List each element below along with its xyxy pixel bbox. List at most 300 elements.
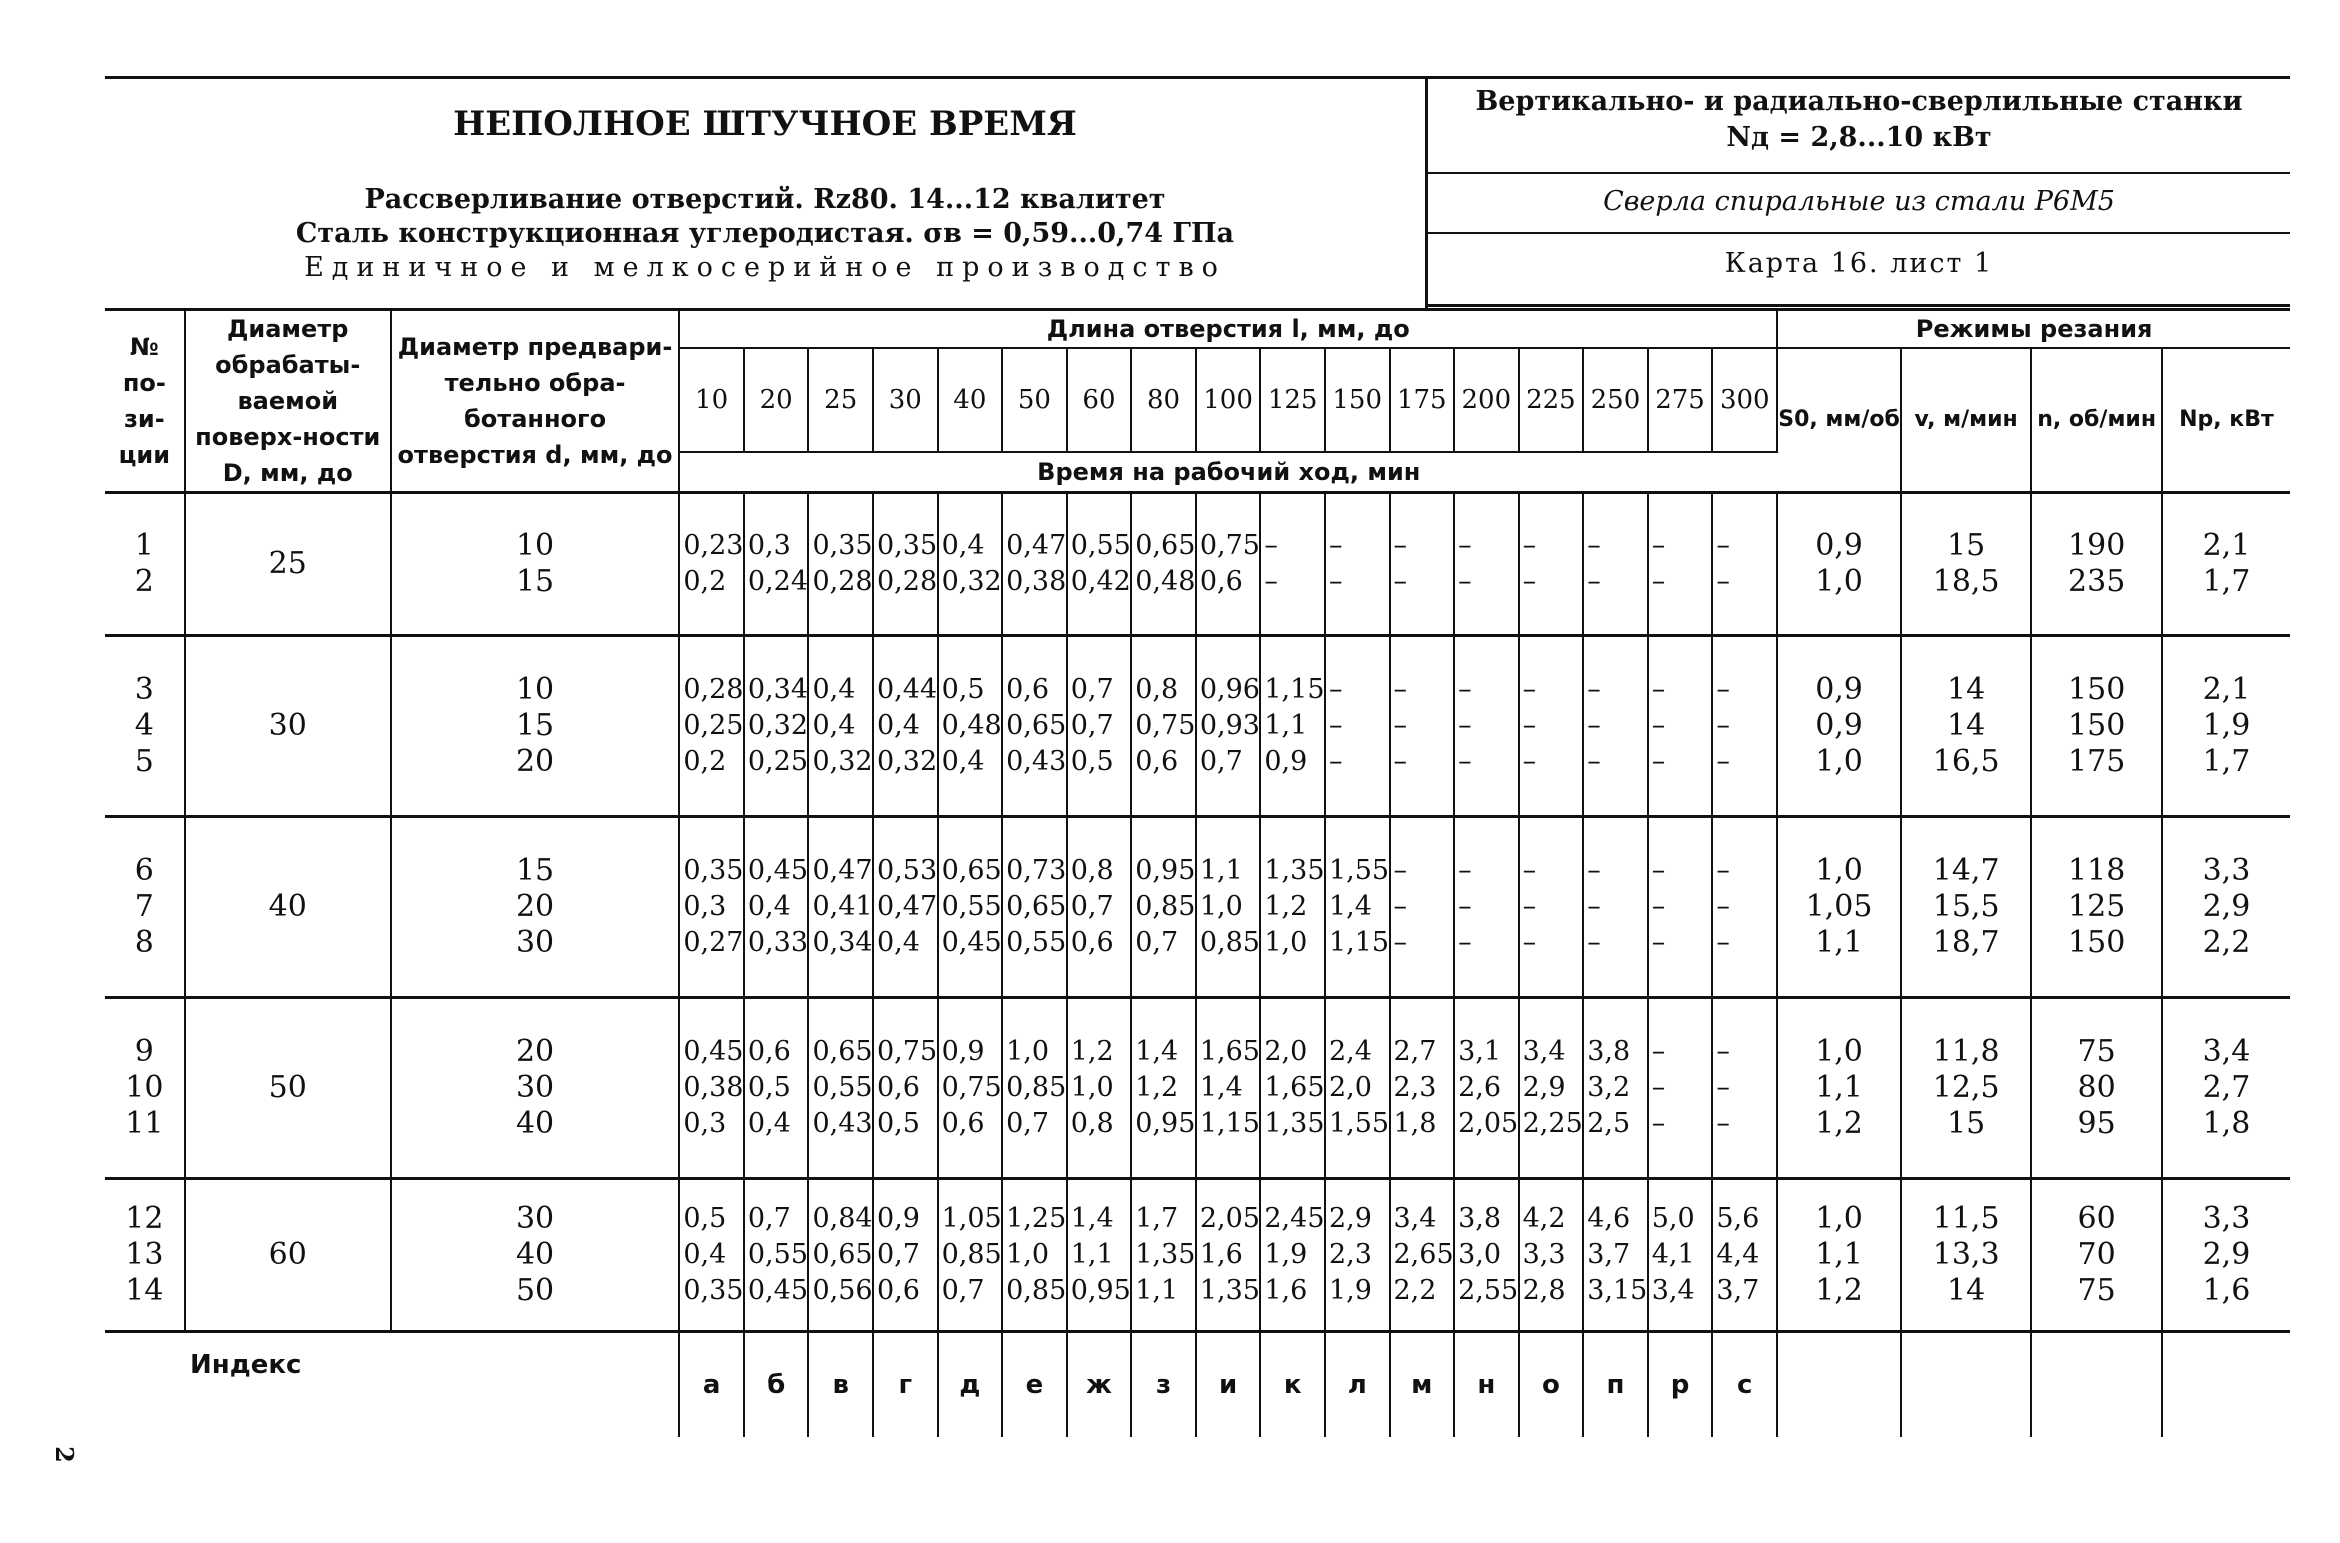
time-value-line: 0,45: [683, 1036, 744, 1067]
time-value-line: –: [1651, 566, 1666, 597]
length-value: 225: [1519, 348, 1584, 452]
time-value-line: 0,7: [747, 1203, 791, 1234]
time-value: [679, 493, 744, 636]
time-value-line: 0,65: [812, 1036, 873, 1067]
time-value: [873, 1179, 938, 1332]
time-value-line: 0,6: [941, 1108, 985, 1139]
length-value: 20: [744, 348, 809, 452]
time-value-line: 0,7: [941, 1275, 985, 1306]
time-value: [808, 817, 873, 998]
power-np-line: 3,4: [2202, 1034, 2251, 1069]
index-letter: к: [1260, 1332, 1325, 1438]
time-value-line: 1,0: [1264, 927, 1308, 958]
time-value-line: 1,2: [1070, 1036, 1114, 1067]
time-value: [1325, 636, 1390, 817]
time-value-line: 0,65: [941, 855, 1002, 886]
power-np: [2162, 998, 2290, 1179]
speed-v: [1901, 493, 2032, 636]
time-value-line: –: [1716, 1036, 1730, 1067]
time-value-line: –: [1522, 927, 1537, 958]
time-value: [1325, 493, 1390, 636]
time-value-line: –: [1587, 710, 1601, 741]
time-value-line: –: [1393, 674, 1407, 705]
time-value-line: 5,6: [1716, 1203, 1760, 1234]
time-value-line: –: [1651, 746, 1666, 777]
time-value-line: –: [1458, 927, 1472, 958]
time-value: [1583, 817, 1648, 998]
length-value: 275: [1648, 348, 1713, 452]
length-value: 250: [1583, 348, 1648, 452]
time-value: [808, 493, 873, 636]
time-value-line: 2,45: [1264, 1203, 1325, 1234]
col-header-modes: Режимы резания: [1777, 310, 2290, 349]
index-empty-cell: [1901, 1332, 2032, 1438]
time-value-line: –: [1522, 746, 1537, 777]
time-value-line: –: [1651, 1036, 1666, 1067]
time-value: [744, 998, 809, 1179]
length-value: 50: [1002, 348, 1067, 452]
time-value: [1260, 817, 1325, 998]
time-value-line: –: [1458, 710, 1472, 741]
speed-v-line: 14: [1947, 672, 1986, 707]
time-value-line: 0,7: [1070, 674, 1114, 705]
feed-s0-line: 1,0: [1815, 1034, 1863, 1069]
index-letter: б: [744, 1332, 809, 1438]
speed-v-line: 18,5: [1932, 564, 2000, 599]
time-value-line: 0,85: [1006, 1275, 1067, 1306]
time-value: [873, 817, 938, 998]
time-value-line: –: [1651, 927, 1666, 958]
time-value: [1196, 493, 1261, 636]
length-value: 80: [1131, 348, 1196, 452]
time-value-line: 0,9: [941, 1036, 985, 1067]
power-np-line: 1,7: [2202, 564, 2251, 599]
time-value-line: 1,1: [1199, 855, 1243, 886]
position-number-line: 8: [134, 925, 154, 960]
time-value: [1067, 998, 1132, 1179]
time-value: [1325, 998, 1390, 1179]
card-number: Карта 16. лист 1: [1724, 248, 1994, 279]
time-value-line: –: [1587, 855, 1601, 886]
time-value-line: 5,0: [1651, 1203, 1695, 1234]
rpm-n-line: 118: [2068, 853, 2126, 888]
time-value-line: 0,38: [1006, 566, 1067, 597]
time-value-line: 0,28: [877, 566, 938, 597]
time-value-line: –: [1393, 746, 1407, 777]
position-number-line: 10: [125, 1070, 164, 1105]
time-value-line: –: [1522, 530, 1537, 561]
time-value-line: 0,35: [812, 530, 873, 561]
time-value-line: 1,2: [1135, 1072, 1179, 1103]
index-letter: п: [1583, 1332, 1648, 1438]
time-value: [1519, 493, 1584, 636]
feed-s0-line: 1,2: [1815, 1273, 1863, 1308]
rpm-n-line: 150: [2068, 925, 2126, 960]
power-np-line: 1,7: [2202, 744, 2251, 779]
speed-v-line: 14: [1947, 1273, 1986, 1308]
time-value-line: 2,4: [1328, 1036, 1372, 1067]
time-value-line: 3,0: [1458, 1239, 1502, 1270]
time-value-line: 2,05: [1458, 1108, 1519, 1139]
time-value-line: 0,9: [1264, 746, 1308, 777]
time-value: [1002, 1179, 1067, 1332]
time-value-line: 0,43: [812, 1108, 873, 1139]
time-value-line: –: [1458, 746, 1472, 777]
time-value-line: –: [1522, 855, 1537, 886]
time-value-line: –: [1393, 891, 1407, 922]
time-value: [1583, 1179, 1648, 1332]
time-value: [1648, 817, 1713, 998]
rpm-n: [2031, 817, 2162, 998]
time-value-line: –: [1393, 566, 1407, 597]
time-value-line: 1,9: [1328, 1275, 1372, 1306]
time-value-line: –: [1522, 566, 1537, 597]
time-value-line: –: [1651, 530, 1666, 561]
time-value: [938, 636, 1003, 817]
time-value-line: 0,4: [683, 1239, 727, 1270]
time-value-line: 3,7: [1716, 1275, 1760, 1306]
time-value-line: 0,5: [747, 1072, 791, 1103]
time-value-line: 0,47: [877, 891, 938, 922]
power-np-line: 2,9: [2202, 889, 2251, 924]
time-value-line: 2,9: [1522, 1072, 1566, 1103]
pre-diameter-d-line: 40: [515, 1106, 555, 1141]
time-value: [1196, 817, 1261, 998]
time-value-line: –: [1651, 710, 1666, 741]
time-value: [1390, 493, 1455, 636]
time-value: [1067, 493, 1132, 636]
index-letter: о: [1519, 1332, 1584, 1438]
feed-s0: [1777, 493, 1901, 636]
col-header-s0: S0, мм/об: [1777, 348, 1901, 493]
time-value-line: 3,1: [1458, 1036, 1502, 1067]
time-value-line: –: [1393, 710, 1407, 741]
pre-diameter-d-line: 30: [515, 1070, 555, 1105]
time-value-line: 0,95: [1135, 1108, 1196, 1139]
time-value-line: 0,4: [877, 927, 920, 958]
rpm-n-line: 75: [2077, 1034, 2116, 1069]
diameter-D: 40: [185, 817, 391, 998]
time-value-line: 1,25: [1006, 1203, 1067, 1234]
time-value-line: 0,6: [1070, 927, 1114, 958]
position-number-line: 2: [134, 564, 154, 599]
time-value-line: 0,35: [683, 855, 744, 886]
rpm-n-line: 150: [2068, 708, 2126, 743]
subtitle-operation: Рассверливание отверстий. Rz80. 14...12 квалитет: [364, 184, 1166, 215]
pre-diameter-d-line: 20: [515, 889, 555, 924]
time-value-line: 0,4: [747, 1108, 791, 1139]
time-value: [1325, 817, 1390, 998]
time-value-line: 0,4: [941, 530, 985, 561]
feed-s0-line: 0,9: [1815, 528, 1863, 563]
rpm-n: [2031, 636, 2162, 817]
col-header-v: v, м/мин: [1901, 348, 2032, 493]
power-np-line: 1,9: [2202, 708, 2251, 743]
time-value-line: 0,32: [747, 710, 808, 741]
feed-s0-line: 1,1: [1815, 1070, 1863, 1105]
time-value-line: –: [1651, 1072, 1666, 1103]
time-value-line: 4,6: [1587, 1203, 1631, 1234]
page-title: НЕПОЛНОЕ ШТУЧНОЕ ВРЕМЯ: [453, 104, 1077, 144]
feed-s0: [1777, 636, 1901, 817]
time-value-line: 1,8: [1393, 1108, 1437, 1139]
time-value-line: –: [1393, 927, 1407, 958]
pre-diameter-d: [391, 493, 680, 636]
position-number: [105, 1179, 185, 1332]
time-value-line: 1,15: [1199, 1108, 1260, 1139]
time-value-line: 1,0: [1199, 891, 1243, 922]
time-value-line: 0,23: [683, 530, 744, 561]
time-value: [808, 998, 873, 1179]
rpm-n-line: 125: [2068, 889, 2126, 924]
time-value: [1519, 998, 1584, 1179]
time-value: [1002, 817, 1067, 998]
time-value-line: 0,75: [941, 1072, 1002, 1103]
power-np: [2162, 1179, 2290, 1332]
feed-s0-line: 1,1: [1815, 1237, 1863, 1272]
time-value-line: 3,8: [1458, 1203, 1502, 1234]
time-value-line: –: [1587, 674, 1601, 705]
length-value: 25: [808, 348, 873, 452]
time-value-line: 0,8: [1070, 855, 1114, 886]
time-value: [1519, 1179, 1584, 1332]
power-np: [2162, 493, 2290, 636]
power-np: [2162, 817, 2290, 998]
time-value-line: 0,45: [941, 927, 1002, 958]
time-value: [679, 817, 744, 998]
time-value-line: 0,6: [1199, 566, 1243, 597]
time-value-line: –: [1522, 891, 1537, 922]
time-value-line: 1,35: [1264, 1108, 1325, 1139]
time-value-line: 0,38: [683, 1072, 744, 1103]
time-value-line: 0,5: [877, 1108, 920, 1139]
time-value: [938, 998, 1003, 1179]
time-value-line: 1,35: [1264, 855, 1325, 886]
power-np-line: 2,9: [2202, 1237, 2251, 1272]
pre-diameter-d-line: 30: [515, 925, 555, 960]
diameter-D: 60: [185, 1179, 391, 1332]
time-value-line: 0,6: [747, 1036, 791, 1067]
time-value-line: 0,65: [1006, 891, 1067, 922]
time-value-line: 0,27: [683, 927, 744, 958]
power-np-line: 2,1: [2202, 672, 2251, 707]
time-value-line: 1,15: [1328, 927, 1390, 958]
time-value: [873, 998, 938, 1179]
time-value-line: 1,65: [1199, 1036, 1260, 1067]
time-value-line: 0,55: [747, 1239, 808, 1270]
time-value-line: 0,4: [747, 891, 791, 922]
time-value-line: 1,9: [1264, 1239, 1308, 1270]
time-value-line: 0,33: [747, 927, 808, 958]
time-value-line: 1,4: [1199, 1072, 1243, 1103]
time-value-line: 3,3: [1522, 1239, 1566, 1270]
time-value-line: 0,55: [812, 1072, 873, 1103]
time-value-line: 0,4: [812, 710, 856, 741]
index-letter: д: [938, 1332, 1003, 1438]
length-value: 300: [1712, 348, 1777, 452]
time-value-line: 0,45: [747, 855, 808, 886]
time-value: [1260, 636, 1325, 817]
time-value-line: –: [1587, 566, 1601, 597]
time-value: [1454, 1179, 1519, 1332]
time-value-line: –: [1458, 566, 1472, 597]
time-value-line: 0,28: [683, 674, 744, 705]
length-value: 200: [1454, 348, 1519, 452]
index-letter: л: [1325, 1332, 1390, 1438]
time-value-line: 0,5: [1070, 746, 1114, 777]
time-value-line: 0,41: [812, 891, 873, 922]
rpm-n: [2031, 998, 2162, 1179]
time-value-line: 0,47: [1006, 530, 1067, 561]
rpm-n: [2031, 1179, 2162, 1332]
pre-diameter-d-line: 50: [515, 1273, 555, 1308]
time-value-line: 0,25: [683, 710, 744, 741]
document-header: [105, 76, 2290, 308]
time-value-line: –: [1458, 891, 1472, 922]
time-value: [679, 1179, 744, 1332]
speed-v-line: 15: [1947, 528, 1986, 563]
time-value-line: 1,1: [1264, 710, 1308, 741]
speed-v: [1901, 636, 2032, 817]
time-value-line: 2,6: [1458, 1072, 1502, 1103]
machine-power: Nд = 2,8...10 кВт: [1726, 122, 1992, 153]
time-value: [1583, 636, 1648, 817]
time-value-line: 0,47: [812, 855, 873, 886]
col-header-np: Np, кВт: [2162, 348, 2290, 493]
time-value: [1002, 636, 1067, 817]
time-value: [1260, 998, 1325, 1179]
diameter-D: 50: [185, 998, 391, 1179]
speed-v-line: 15,5: [1932, 889, 2000, 924]
time-value-line: 3,2: [1587, 1072, 1631, 1103]
top-rule: [105, 76, 2290, 79]
time-value-line: –: [1716, 566, 1730, 597]
time-value-line: 0,45: [747, 1275, 808, 1306]
index-letter: м: [1390, 1332, 1455, 1438]
time-value-line: 1,6: [1264, 1275, 1308, 1306]
time-value-line: –: [1264, 530, 1278, 561]
col-header-length: Длина отверстия l, мм, до: [679, 310, 1777, 349]
time-value-line: –: [1328, 530, 1343, 561]
time-value-line: 0,2: [683, 746, 727, 777]
time-value-line: 0,6: [1135, 746, 1179, 777]
time-value: [1712, 1179, 1777, 1332]
time-value: [808, 1179, 873, 1332]
time-value-line: 0,48: [941, 710, 1002, 741]
time-value: [1131, 636, 1196, 817]
diameter-D: 30: [185, 636, 391, 817]
time-value-line: 0,55: [1070, 530, 1131, 561]
diameter-D: 25: [185, 493, 391, 636]
time-value: [679, 998, 744, 1179]
time-value: [744, 817, 809, 998]
time-value: [1002, 998, 1067, 1179]
time-value-line: 1,2: [1264, 891, 1308, 922]
time-value-line: 2,2: [1393, 1275, 1437, 1306]
speed-v: [1901, 1179, 2032, 1332]
time-value: [1454, 817, 1519, 998]
time-value-line: 0,5: [941, 674, 985, 705]
time-value-line: 0,32: [812, 746, 873, 777]
time-value-line: 0,32: [941, 566, 1002, 597]
time-value-line: –: [1716, 530, 1730, 561]
time-value-line: –: [1587, 927, 1601, 958]
feed-s0: [1777, 1179, 1901, 1332]
time-value: [808, 636, 873, 817]
index-empty-cell: [2031, 1332, 2162, 1438]
time-value-line: –: [1716, 927, 1730, 958]
time-value-line: 2,0: [1328, 1072, 1372, 1103]
power-np-line: 3,3: [2202, 853, 2251, 888]
pre-diameter-d-line: 20: [515, 1034, 555, 1069]
power-np-line: 2,7: [2202, 1070, 2251, 1105]
pre-diameter-d-line: 40: [515, 1237, 555, 1272]
time-value-line: 0,7: [1070, 710, 1114, 741]
pre-diameter-d: [391, 1179, 680, 1332]
time-value-line: 2,0: [1264, 1036, 1308, 1067]
time-value-line: 4,2: [1522, 1203, 1566, 1234]
power-np-line: 2,2: [2202, 925, 2251, 960]
index-letter: с: [1712, 1332, 1777, 1438]
pre-diameter-d-line: 30: [515, 1201, 555, 1236]
time-value: [1260, 1179, 1325, 1332]
position-number-line: 14: [125, 1273, 164, 1308]
length-value: 60: [1067, 348, 1132, 452]
length-value: 40: [938, 348, 1003, 452]
index-letter: в: [808, 1332, 873, 1438]
time-value: [1067, 1179, 1132, 1332]
time-value-line: 2,55: [1458, 1275, 1519, 1306]
time-value-line: 0,4: [812, 674, 856, 705]
time-value-line: –: [1651, 1108, 1666, 1139]
length-value: 30: [873, 348, 938, 452]
time-value-line: 2,25: [1522, 1108, 1583, 1139]
time-value: [1712, 636, 1777, 817]
time-value: [1196, 636, 1261, 817]
subtitle-material: Сталь конструкционная углеродистая. σв = 0,59...0,74 ГПа: [295, 218, 1235, 249]
position-number: [105, 817, 185, 998]
rpm-n-line: 60: [2077, 1201, 2116, 1236]
time-value-line: 0,84: [812, 1203, 873, 1234]
time-value-line: 1,65: [1264, 1072, 1325, 1103]
time-value-line: –: [1522, 674, 1537, 705]
time-value-line: 0,5: [683, 1203, 727, 1234]
time-value-line: –: [1328, 746, 1343, 777]
time-value: [1390, 1179, 1455, 1332]
position-number-line: 13: [125, 1237, 164, 1272]
time-value-line: 3,4: [1651, 1275, 1695, 1306]
time-value: [1583, 493, 1648, 636]
time-norms-table: [105, 308, 2290, 1437]
time-value-line: 0,7: [1135, 927, 1179, 958]
rpm-n-line: 80: [2077, 1070, 2116, 1105]
position-number: [105, 636, 185, 817]
pre-diameter-d-line: 20: [515, 744, 555, 779]
index-letter: ж: [1067, 1332, 1132, 1438]
time-value-line: 4,4: [1716, 1239, 1760, 1270]
time-value: [744, 636, 809, 817]
time-value-line: 0,65: [1006, 710, 1067, 741]
time-value-line: 0,55: [941, 891, 1002, 922]
time-value: [1196, 1179, 1261, 1332]
time-value: [1454, 998, 1519, 1179]
length-value: 150: [1325, 348, 1390, 452]
time-value-line: –: [1393, 530, 1407, 561]
time-value-line: 0,4: [941, 746, 985, 777]
subtitle-production: Единичное и мелкосерийное производство: [304, 252, 1226, 283]
time-value-line: –: [1458, 855, 1472, 886]
time-value-line: 4,1: [1651, 1239, 1695, 1270]
